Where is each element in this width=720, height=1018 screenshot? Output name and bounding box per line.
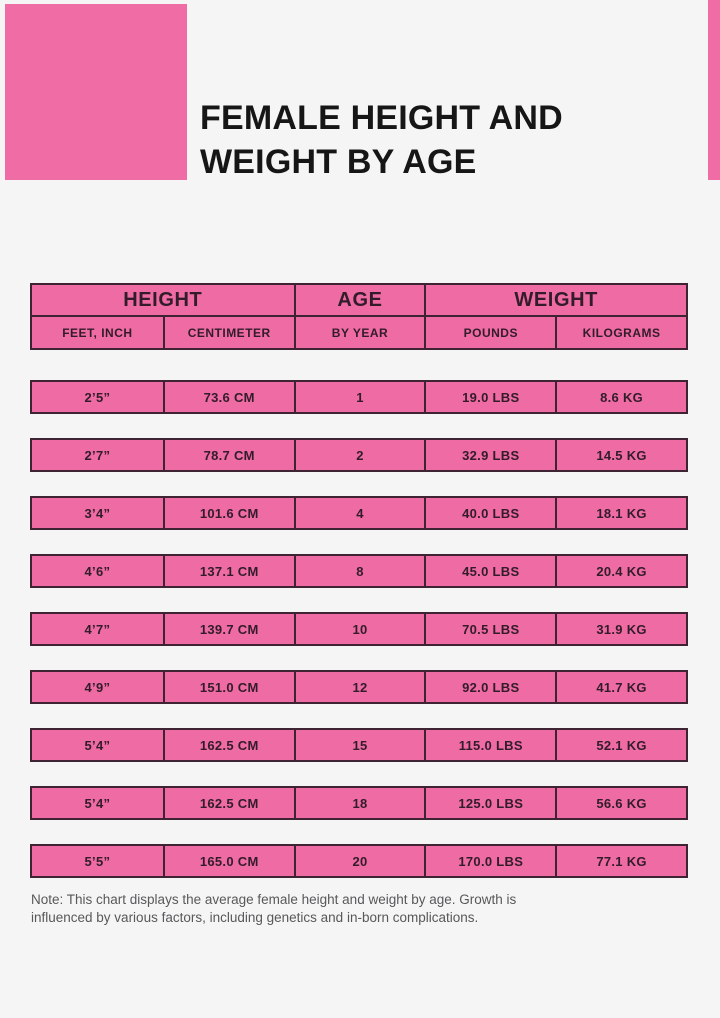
table-cell: 4 (294, 498, 425, 528)
table-row (30, 612, 688, 646)
table-cell: 162.5 CM (163, 788, 294, 818)
page-title-line2: WEIGHT BY AGE (200, 143, 477, 181)
table-cell: 18.1 KG (555, 498, 686, 528)
table-row (30, 728, 688, 762)
page-title-line1: FEMALE HEIGHT AND (200, 99, 563, 137)
table-row (30, 844, 688, 878)
table-cell: 2’5” (84, 389, 111, 405)
table-cell: 20 (294, 846, 425, 876)
table-cell: 2’7” (84, 447, 111, 463)
table-cell: 139.7 CM (163, 614, 294, 644)
column-group-height: HEIGHT (123, 288, 203, 311)
table-row (30, 380, 688, 414)
column-group-age: AGE (294, 285, 425, 315)
pink-accent-strip (708, 0, 720, 180)
table-cell: 115.0 LBS (424, 730, 555, 760)
table-cell: 4’6” (84, 563, 111, 579)
footnote: Note: This chart displays the average female height and weight by age. Growth is influenced by various factors, including genetics and in-born complications. (31, 892, 517, 925)
table-cell: 78.7 CM (163, 440, 294, 470)
table-cell: 70.5 LBS (424, 614, 555, 644)
table-cell: 41.7 KG (555, 672, 686, 702)
table-header (30, 283, 688, 350)
column-group-weight: WEIGHT (424, 285, 686, 315)
table-cell: 3’4” (84, 505, 111, 521)
table-row (30, 554, 688, 588)
table-cell: 52.1 KG (555, 730, 686, 760)
table-cell: 2 (294, 440, 425, 470)
table-cell: 1 (294, 382, 425, 412)
table-cell: 19.0 LBS (424, 382, 555, 412)
table-cell: 170.0 LBS (424, 846, 555, 876)
table-cell: 162.5 CM (163, 730, 294, 760)
table-cell: 5’5” (84, 853, 111, 869)
table-cell: 32.9 LBS (424, 440, 555, 470)
height-weight-table (30, 283, 688, 878)
table-row (30, 496, 688, 530)
table-cell: 92.0 LBS (424, 672, 555, 702)
table-row (30, 438, 688, 472)
column-header-kilograms: KILOGRAMS (555, 315, 686, 348)
table-cell: 5’4” (84, 795, 111, 811)
table-cell: 40.0 LBS (424, 498, 555, 528)
table-cell: 14.5 KG (555, 440, 686, 470)
table-cell: 12 (294, 672, 425, 702)
column-header-feet-inch: FEET, INCH (32, 315, 163, 348)
table-cell: 101.6 CM (163, 498, 294, 528)
table-cell: 45.0 LBS (424, 556, 555, 586)
table-cell: 56.6 KG (555, 788, 686, 818)
table-cell: 10 (294, 614, 425, 644)
column-header-centimeter: CENTIMETER (163, 315, 294, 348)
table-cell: 4’7” (84, 621, 111, 637)
table-cell: 165.0 CM (163, 846, 294, 876)
table-cell: 15 (294, 730, 425, 760)
table-cell: 73.6 CM (163, 382, 294, 412)
table-cell: 18 (294, 788, 425, 818)
table-cell: 8 (294, 556, 425, 586)
table-cell: 151.0 CM (163, 672, 294, 702)
pink-accent-block (5, 4, 187, 180)
table-cell: 137.1 CM (163, 556, 294, 586)
table-cell: 5’4” (84, 737, 111, 753)
table-cell: 125.0 LBS (424, 788, 555, 818)
table-cell: 20.4 KG (555, 556, 686, 586)
column-header-by-year: BY YEAR (294, 315, 425, 348)
page-title (200, 96, 563, 184)
table-cell: 31.9 KG (555, 614, 686, 644)
table-cell: 77.1 KG (555, 846, 686, 876)
table-row (30, 786, 688, 820)
table-row (30, 670, 688, 704)
table-cell: 4’9” (84, 679, 111, 695)
column-header-pounds: POUNDS (424, 315, 555, 348)
table-cell: 8.6 KG (555, 382, 686, 412)
